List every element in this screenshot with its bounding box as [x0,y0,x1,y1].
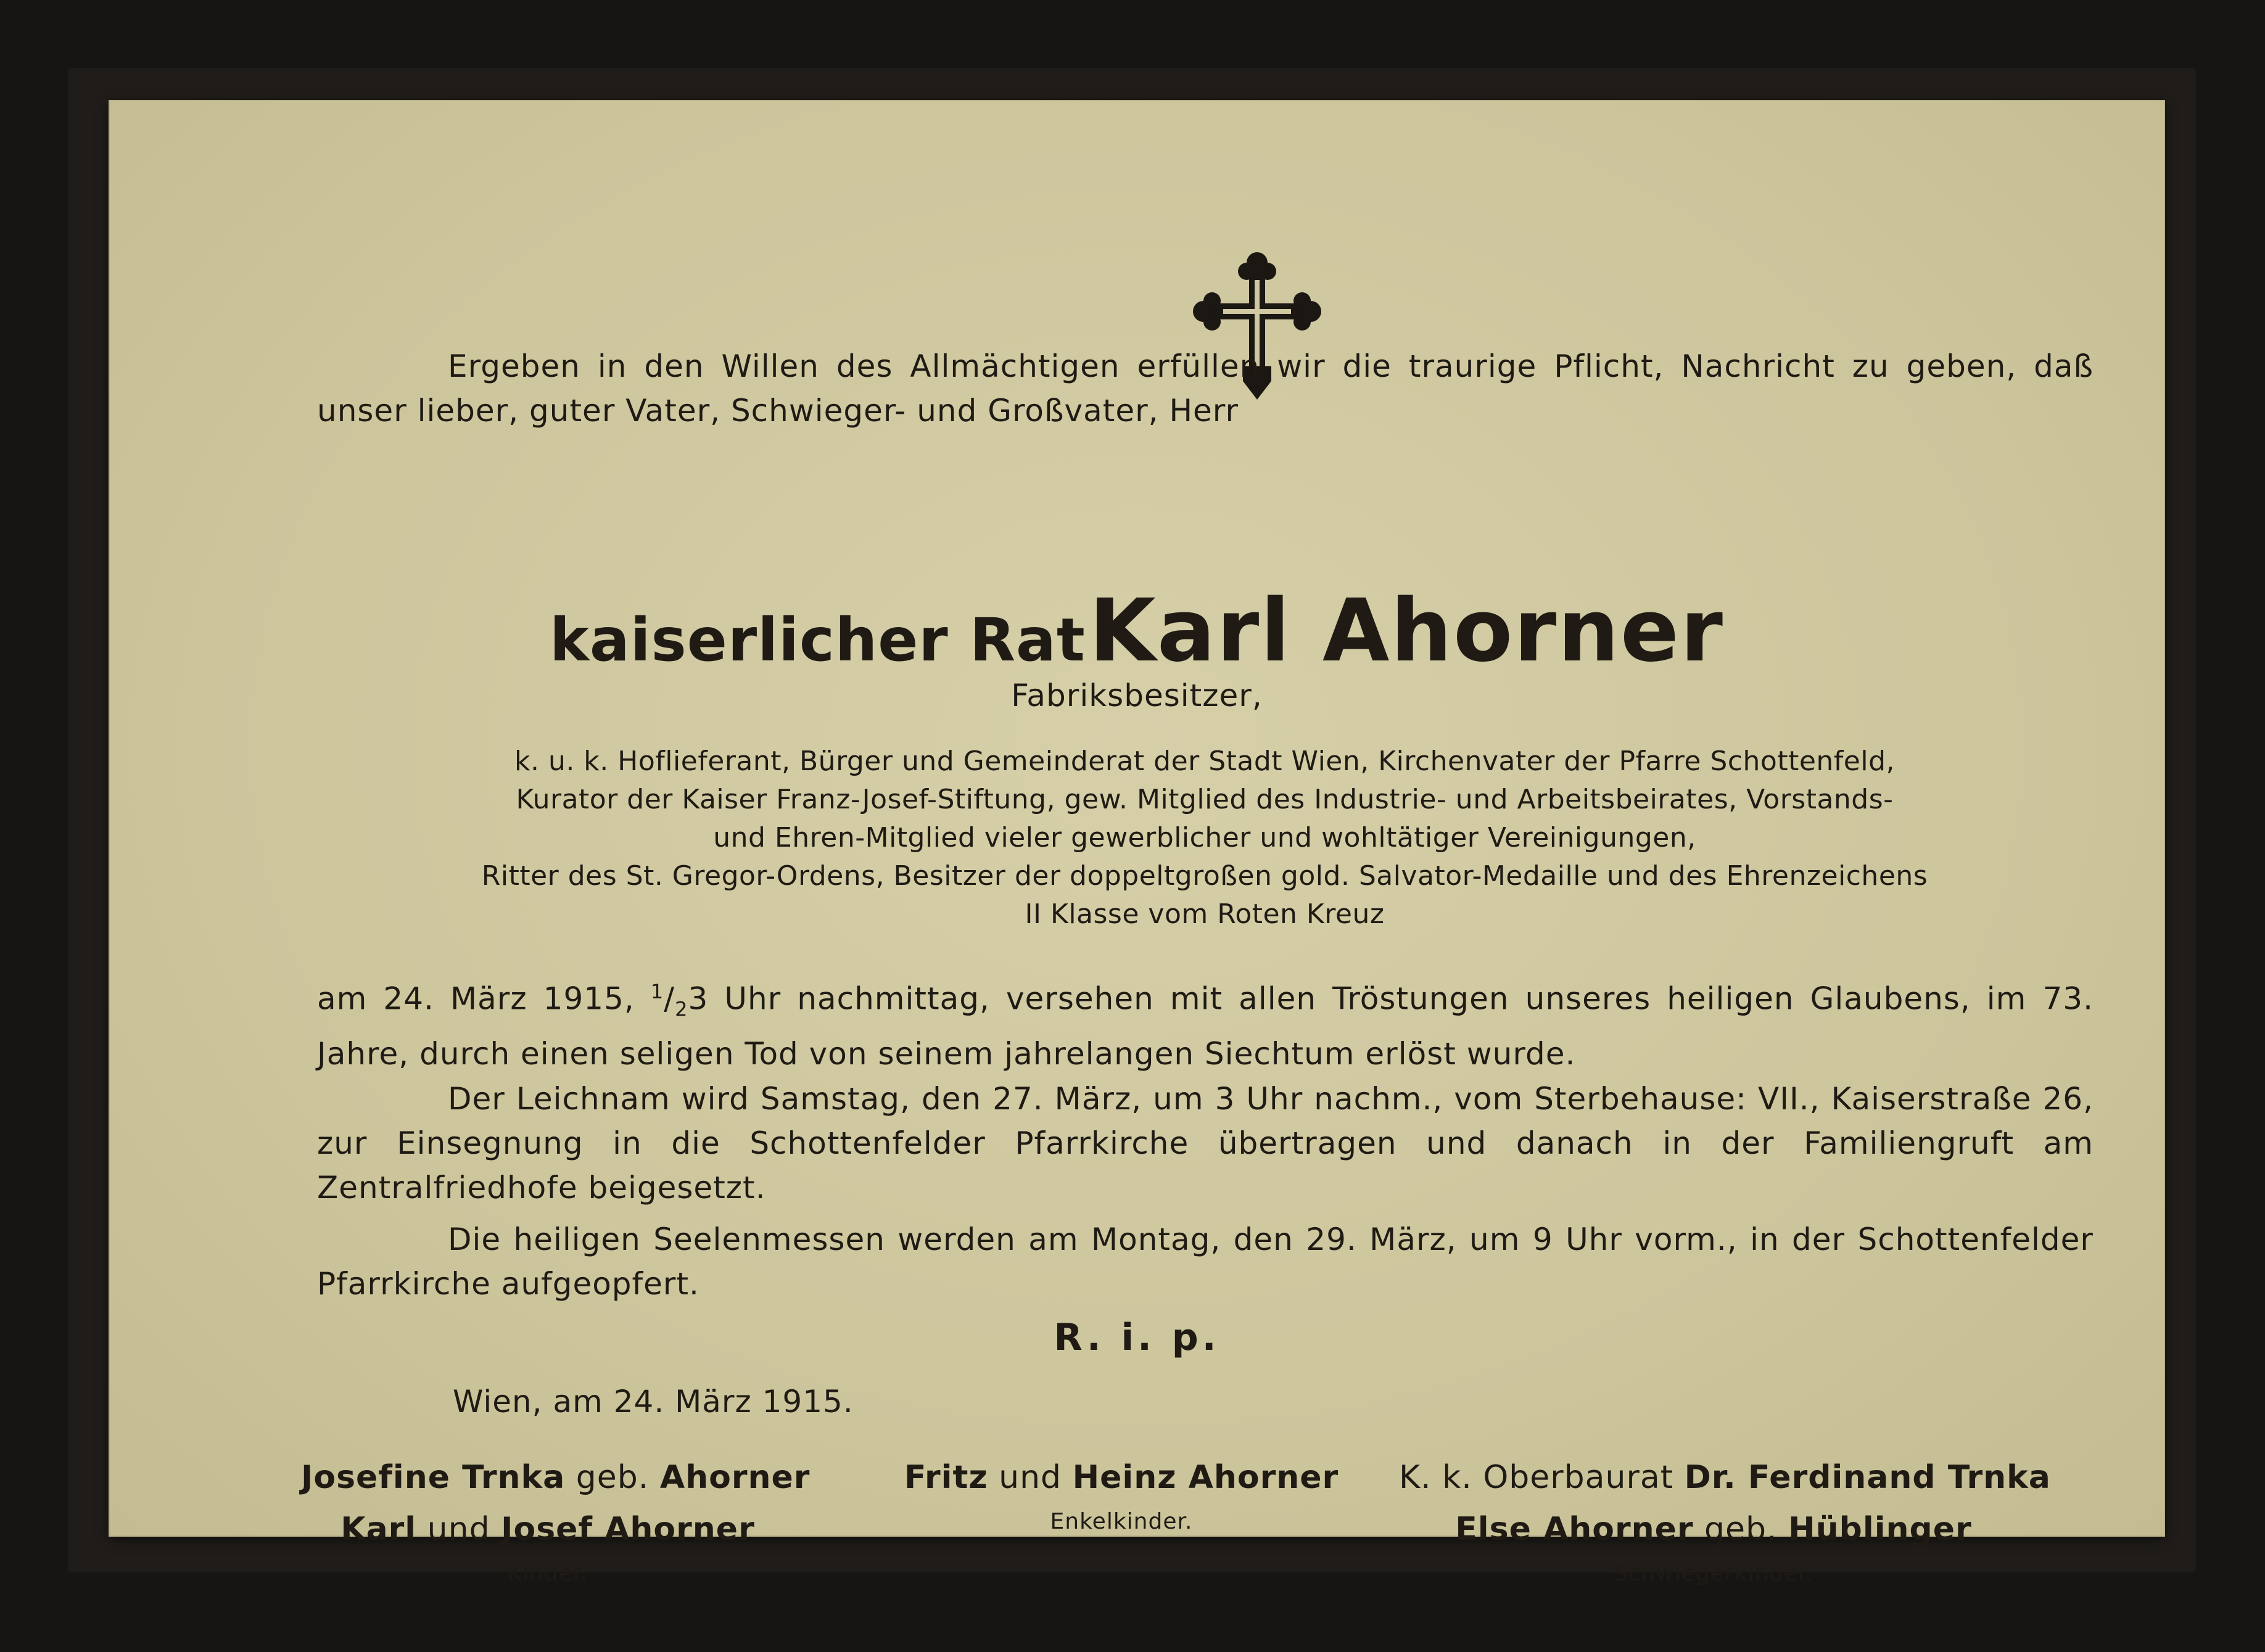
signature-role: Kinder. [507,1561,588,1586]
deceased-name: Karl Ahorner [1089,581,1724,681]
signatory-name: Fritz [904,1459,988,1496]
honor-line: II Klasse vom Roten Kreuz [1025,898,1385,930]
fraction-denominator: 2 [675,997,688,1021]
honor-line: k. u. k. Hoflieferant, Bürger und Gemeinderat der Stadt Wien, Kirchenvater der Pfarre Schottenfeld, [514,746,1896,777]
honor-line: und Ehren-Mitglied vieler gewerblicher und wohltätiger Vereinigungen, [713,822,1696,853]
signature-line [1399,1503,2028,1555]
rip: R. i. p. [1054,1316,1220,1359]
signatory-connector: geb. [1693,1511,1789,1548]
death-notice-rest: 3 Uhr nachmittag, versehen mit allen Tröstungen unseres heiligen Glaubens, im 73. Jahre, durch einen seligen Tod von seinem jahrelangen Siechtum erlöst wurde. [317,980,2094,1072]
masses-paragraph: Die heiligen Seelenmessen werden am Montag, den 29. März, um 9 Uhr vorm., in der Schottenfelder Pfarrkirche aufgeopfert. [317,1222,2094,1302]
mourning-card [110,101,2164,1586]
honor-line: Ritter des St. Gregor-Ordens, Besitzer der doppeltgroßen gold. Salvator-Medaille und des Ehrenzeichens [481,860,1928,892]
signature-role: Schwiegerkinder. [1613,1561,1814,1586]
signatory-name: Josef Ahorner [501,1511,755,1548]
intro-paragraph: Ergeben in den Willen des Allmächtigen erfüllen wir die traurige Pflicht, Nachricht zu geben, daß unser lieber, guter Vater, Schwieger- und Großvater, Herr [317,348,2094,429]
signatory-name: Dr. Ferdinand Trnka [1684,1459,2051,1496]
honors-list [461,742,1948,934]
signature-children [301,1452,811,1592]
signature-line [301,1503,794,1555]
signatory-name: Else Ahorner [1455,1511,1694,1548]
signature-grandchildren [875,1452,1368,1540]
fraction-numerator: 1 [650,980,664,1003]
signatory-name: Heinz Ahorner [1072,1459,1339,1496]
signatory-name: Ahorner [659,1459,811,1496]
signature-role: Enkelkinder. [1050,1509,1193,1534]
death-notice-start: am 24. März 1915, [317,980,651,1017]
fraction-slash: / [664,980,675,1017]
signature-in-laws [1399,1452,2051,1592]
honor-line: Kurator der Kaiser Franz-Josef-Stiftung, gew. Mitglied des Industrie- und Arbeitsbeirates, Vorstands- [516,784,1894,815]
signatory-title: K. k. Oberbaurat [1399,1459,1685,1496]
deceased-profession: Fabriksbesitzer, [1011,678,1263,713]
signature-line [301,1452,811,1503]
signatory-connector: geb. [565,1459,660,1496]
signature-line [875,1452,1368,1503]
signatory-connector: und [416,1511,501,1548]
signatory-name: Karl [340,1511,417,1548]
funeral-paragraph: Der Leichnam wird Samstag, den 27. März, um 3 Uhr nachm., vom Sterbehause: VII., Kaiserstraße 26, zur Einsegnung in die Schottenfelder Pfarrkirche übertragen und danach in der Familiengruft am Zentralfriedhofe beigesetzt. [317,1081,2094,1206]
signatory-name: Hüblinger [1788,1511,1972,1548]
place-date: Wien, am 24. März 1915. [453,1384,854,1420]
signatory-name: Josefine Trnka [301,1459,566,1496]
signatory-connector: und [988,1459,1073,1496]
signature-line [1399,1452,2051,1503]
deceased-title: kaiserlicher Rat [550,606,1086,675]
death-notice-paragraph [317,969,2094,1076]
